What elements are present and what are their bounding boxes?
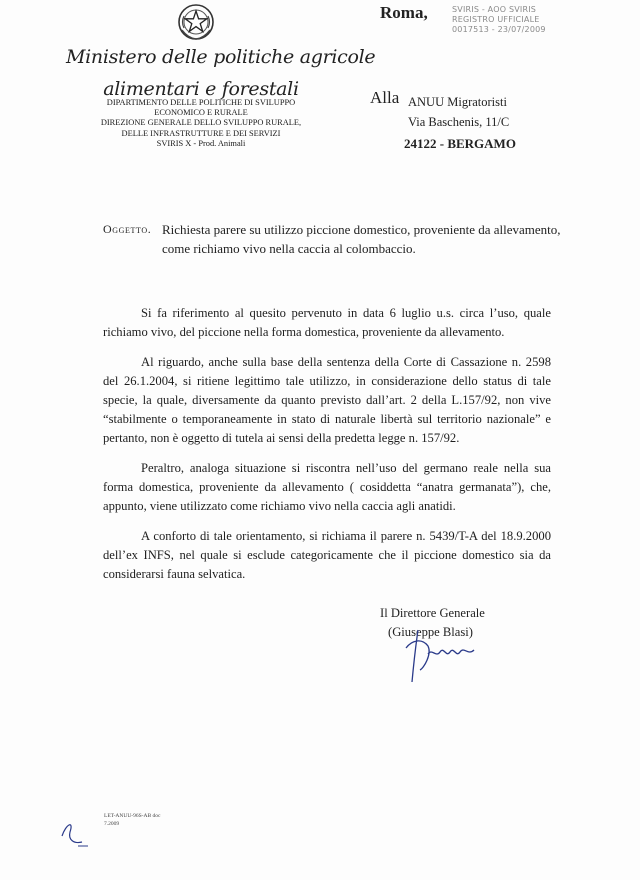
signatory-name: (Giuseppe Blasi): [388, 625, 473, 639]
recipient-address: [408, 92, 509, 132]
body-paragraph: A conforto di tale orientamento, si richiama il parere n. 5439/T-A del 18.9.2000 dell’ex INFS, nel quale si esclude categoricamente che il piccione domestico sia da considerarsi fauna selvatica.: [103, 529, 551, 581]
place-heading: Roma,: [380, 3, 428, 22]
ministry-name: [66, 44, 376, 102]
handwritten-signature: [398, 624, 488, 688]
subject-text: [162, 220, 562, 258]
body-paragraph: Al riguardo, anche sulla base della sentenza della Corte di Cassazione n. 2598 del 26.1.2004, si ritiene legittimo tale utilizzo, in considerazione dello status di tale specie, la quale, diversamente da quanto previsto dall’art. 2 della L.157/92, non vive “stabilmente o temporaneamente in stato di naturale libertà sul territorio nazionale” e pertanto, non è oggetto di tutela ai sensi della predetta legge n. 157/92.: [103, 355, 551, 445]
recipient-city: 24122 - BERGAMO: [404, 136, 516, 151]
handwritten-initial: [52, 812, 92, 852]
body-paragraph: Si fa riferimento al quesito pervenuto in data 6 luglio u.s. circa l’uso, quale richiamo vivo, del piccione nella forma domestica, proveniente da allevamento.: [103, 306, 551, 339]
recipient-prefix: Alla: [370, 88, 400, 107]
body-paragraph: Peraltro, analoga situazione si riscontra nell’uso del germano reale nella sua forma domestica, proveniente da allevamento ( cosiddetta “anatra germanata”), che, appunto, viene utilizzato come richiamo vivo nella caccia agli anatidi.: [103, 461, 551, 513]
dept-line: SVIRIS X - Prod. Animali: [156, 138, 246, 148]
stamp-line: 0017513 - 23/07/2009: [452, 25, 546, 34]
recipient-name: ANUU Migratoristi: [408, 95, 507, 109]
reference-line: LET-ANUU-96S-AB doc: [104, 813, 161, 819]
dept-line: DELLE INFRASTRUTTURE E DEI SERVIZI: [121, 128, 281, 138]
subject-line: Richiesta parere su utilizzo piccione domestico, proveniente da allevamento,: [162, 222, 561, 237]
dept-line: DIPARTIMENTO DELLE POLITICHE DI SVILUPPO: [106, 98, 296, 107]
registry-stamp: [452, 5, 546, 35]
recipient-street: Via Baschenis, 11/C: [408, 115, 510, 129]
reference-line: 7.2009: [104, 821, 120, 827]
department-block: [96, 98, 306, 149]
italian-republic-emblem-icon: [176, 2, 216, 42]
ministry-name-line2: alimentari e forestali: [103, 78, 299, 100]
ministry-name-line1: Ministero delle politiche agricole: [66, 46, 376, 68]
letter-body: [103, 304, 551, 595]
stamp-line: REGISTRO UFFICIALE: [452, 15, 540, 24]
dept-line: ECONOMICO E RURALE: [154, 108, 248, 118]
document-reference: [104, 812, 160, 828]
dept-line: DIREZIONE GENERALE DELLO SVILUPPO RURALE,: [100, 118, 302, 128]
subject-label: Oggetto.: [103, 222, 152, 236]
signatory-title: Il Direttore Generale: [380, 606, 485, 620]
stamp-line: SVIRIS - AOO SVIRIS: [452, 5, 537, 14]
subject-line: come richiamo vivo nella caccia al colombaccio.: [162, 241, 416, 256]
